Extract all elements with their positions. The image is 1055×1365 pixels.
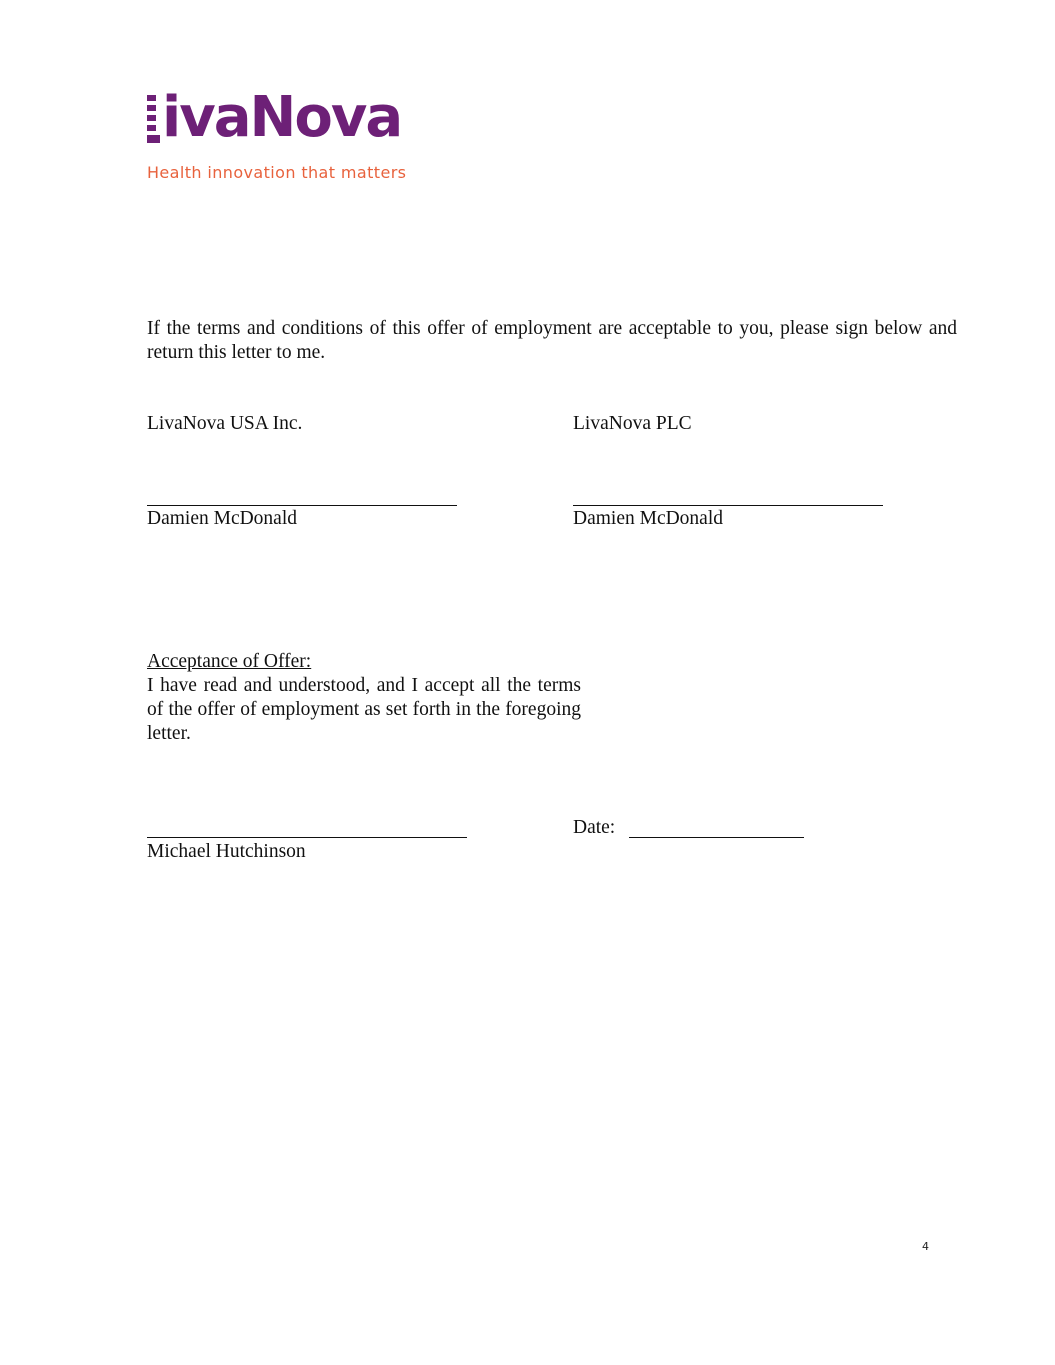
logo-wordmark	[147, 85, 402, 150]
company-logo	[147, 85, 437, 186]
date-label: Date:	[573, 817, 616, 838]
signatory-name-left: Damien McDonald	[147, 508, 298, 529]
acceptance-signature-line[interactable]	[147, 837, 467, 838]
intro-paragraph: If the terms and conditions of this offer of employment are acceptable to you, please sign below and return this letter to me.	[147, 318, 957, 363]
signatory-name-right: Damien McDonald	[573, 508, 724, 529]
acceptance-text: I have read and understood, and I accept all the terms of the offer of employment as set forth in the foregoing letter.	[147, 675, 581, 744]
logo-bar-mark	[147, 95, 160, 143]
acceptance-heading: Acceptance of Offer:	[147, 651, 312, 672]
signatory-company-right: LivaNova PLC	[573, 413, 692, 434]
acceptance-signer-name: Michael Hutchinson	[147, 841, 306, 862]
logo-visible-text: ivaNova	[162, 85, 402, 150]
signatory-company-left: LivaNova USA Inc.	[147, 413, 303, 434]
signature-line-left[interactable]	[147, 505, 457, 506]
acceptance-section	[147, 650, 581, 746]
signature-line-right[interactable]	[573, 505, 883, 506]
logo-tagline: Health innovation that matters	[147, 163, 407, 182]
date-line[interactable]	[629, 837, 804, 838]
page-number: 4	[922, 1240, 929, 1253]
